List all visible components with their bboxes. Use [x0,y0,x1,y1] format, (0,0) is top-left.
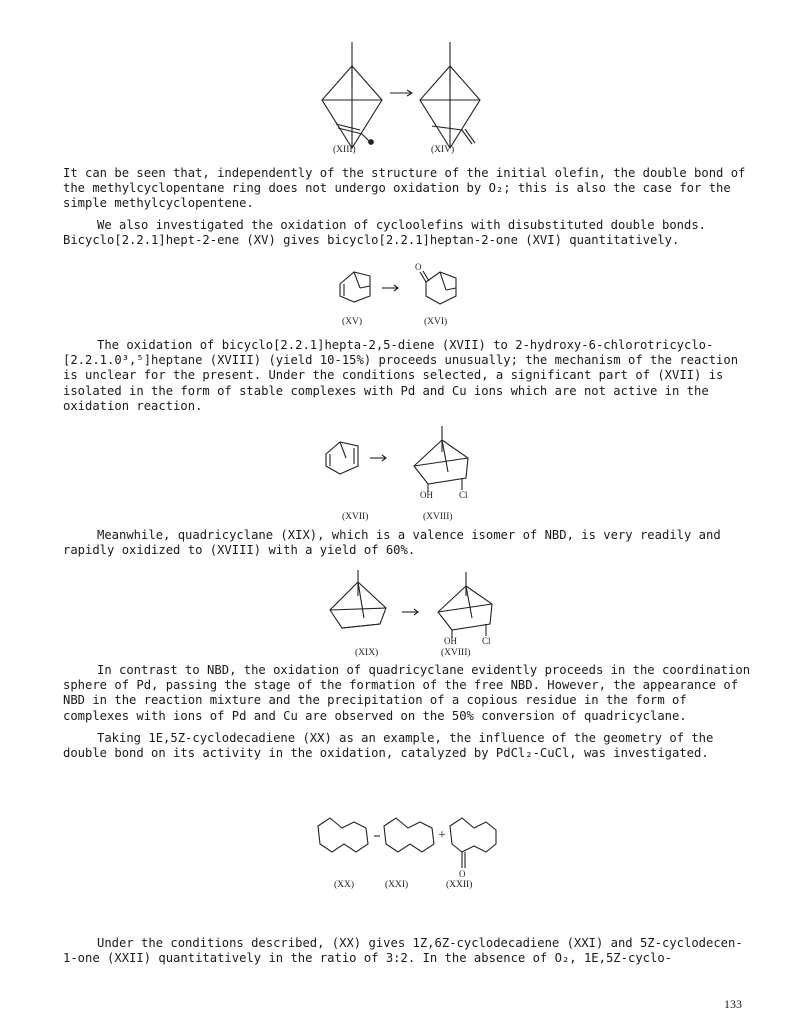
plus-sign: + [438,828,446,843]
label-xvii: (XVII) [342,512,369,522]
atom-cl-a: Cl [459,490,468,500]
label-xviii-a: (XVIII) [423,512,453,522]
paragraph-3: The oxidation of bicyclo[2.2.1]hepta-2,5-diene (XVII) to 2-hydroxy-6-chlorotricyclo-[2.2.1.0³,⁵]heptane (XVIII) (yield 10-15%) proceeds unusually; the mechanism of the reaction is unclear for the present. Under the conditions selected, a significant part of (XVII) is isolated in the form of stable complexes with Pd and Cu ions which are not active in the oxidation reaction. [63,338,739,413]
scheme-xx-xxi-xxii [310,812,500,876]
label-xx: (XX) [334,880,355,890]
paragraph-1: It can be seen that, independently of the structure of the initial olefin, the double bond of the methylcyclopentane ring does not undergo oxidation by O₂; this is also the case for the simple methylcyclopentene. [63,166,746,211]
atom-oh-a: OH [420,490,433,500]
scheme-xiii-xiv [300,38,500,158]
scheme-xvii-xviii [318,422,488,498]
structure-xiii-to-xiv [300,38,500,158]
structure-xvii-to-xviii [318,422,488,498]
label-xix: (XIX) [355,648,379,658]
atom-o-xxii: O [459,869,466,879]
scheme-xv-xvi [330,262,480,314]
label-xxi: (XXI) [385,880,409,890]
paragraph-7: Under the conditions described, (XX) gives 1Z,6Z-cyclodecadiene (XXI) and 5Z-cyclodecen-1-one (XXII) quantitatively in the ratio of 3:2. In the absence of O₂, 1E,5Z-cyclo- [63,936,743,966]
atom-cl-b: Cl [482,636,491,646]
label-xiii: (XIII) [333,145,356,155]
paragraph-6: Taking 1E,5Z-cyclodecadiene (XX) as an example, the influence of the geometry of the double bond on its activity in the oxidation, catalyzed by PdCl₂-CuCl, was investigated. [63,731,714,761]
structure-xv-to-xvi [330,262,480,314]
label-xviii-b: (XVIII) [441,648,471,658]
atom-oh-b: OH [444,636,457,646]
label-xxii: (XXII) [446,880,473,890]
scheme-xix-xviii [318,566,498,644]
paragraph-5: In contrast to NBD, the oxidation of quadricyclane evidently proceeds in the coordination sphere of Pd, passing the stage of the formation of the free NBD. However, the appearance of NBD in the reaction mixture and the precipitation of a copious residue in the form of complexes with ions of Pd and Cu are observed on the 50% conversion of quadricyclane. [63,663,751,723]
label-xv: (XV) [342,317,363,327]
paragraph-4: Meanwhile, quadricyclane (XIX), which is a valence isomer of NBD, is very readily and rapidly oxidized to (XVIII) with a yield of 60%. [63,528,721,558]
structure-xix-to-xviii [318,566,498,644]
label-xvi: (XVI) [424,317,448,327]
paragraph-2: We also investigated the oxidation of cycloolefins with disubstituted double bonds. Bicyclo[2.2.1]hept-2-ene (XV) gives bicyclo[2.2.1]heptan-2-one (XVI) quantitatively. [63,218,707,248]
structure-xx-to-xxi-xxii [310,812,500,876]
page-number: 133 [724,997,742,1011]
label-xiv: (XIV) [431,145,455,155]
atom-o-ketone: O [415,262,422,272]
